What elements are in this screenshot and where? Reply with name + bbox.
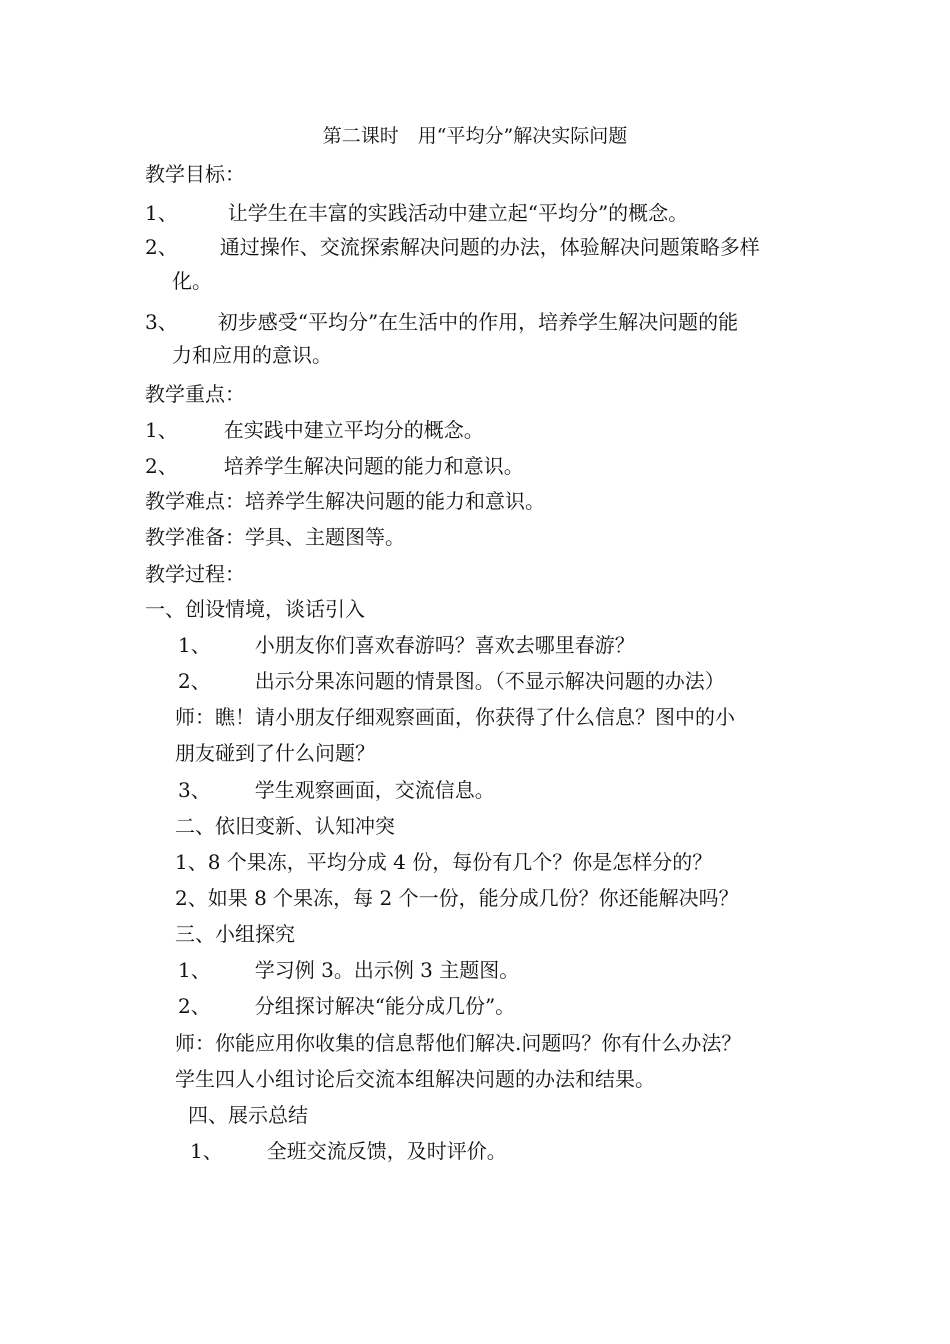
section-1-item-1 [178, 633, 635, 657]
item-text: 分组探讨解决“能分成几份”。 [254, 994, 516, 1018]
item-text: 小朋友你们喜欢春游吗？喜欢去哪里春游？ [254, 633, 635, 657]
objective-item-1 [145, 201, 688, 225]
document-title: 第二课时 用“平均分”解决实际问题 [322, 125, 628, 147]
item-text: 初步感受“平均分”在生活中的作用，培养学生解决问题的能 [217, 310, 739, 334]
section-4-item-1 [190, 1139, 507, 1163]
difficulty-line: 教学难点：培养学生解决问题的能力和意识。 [145, 489, 545, 513]
teacher-line-1: 师：瞧！请小朋友仔细观察画面，你获得了什么信息？图中的小 [175, 705, 735, 729]
section-2-heading: 二、依旧变新、认知冲突 [175, 814, 395, 838]
item-number: 1、 [145, 418, 178, 442]
objective-item-3-continuation: 力和应用的意识。 [172, 343, 332, 367]
item-number: 2、 [145, 235, 178, 259]
process-heading: 教学过程： [145, 562, 245, 586]
objective-item-2-continuation: 化。 [172, 269, 212, 293]
item-number: 3、 [145, 310, 178, 334]
item-text: 学生观察画面，交流信息。 [254, 778, 495, 802]
section-4-heading: 四、展示总结 [188, 1103, 308, 1127]
section-3-teacher-line: 师：你能应用你收集的信息帮他们解决.问题吗？你有什么办法？ [175, 1031, 742, 1055]
item-number: 1、 [145, 201, 178, 225]
section-1-item-3 [178, 778, 495, 802]
section-2-question-2: 2、如果 8 个果冻，每 2 个一份，能分成几份？你还能解决吗？ [175, 886, 739, 910]
teacher-line-2: 朋友碰到了什么问题？ [175, 741, 375, 765]
item-number: 2、 [178, 994, 211, 1018]
objective-item-3 [145, 310, 738, 334]
section-1-item-2 [178, 669, 725, 693]
preparation-line: 教学准备：学具、主题图等。 [145, 525, 405, 549]
section-3-student-line: 学生四人小组讨论后交流本组解决问题的办法和结果。 [175, 1067, 655, 1091]
item-number: 2、 [145, 454, 178, 478]
section-3-heading: 三、小组探究 [175, 922, 295, 946]
section-3-item-2 [178, 994, 515, 1018]
section-3-item-1 [178, 958, 519, 982]
item-number: 2、 [178, 669, 211, 693]
item-text: 在实践中建立平均分的概念。 [223, 418, 484, 442]
key-point-item-1 [145, 418, 484, 442]
item-number: 1、 [178, 958, 211, 982]
item-text: 通过操作、交流探索解决问题的办法，体验解决问题策略多样 [219, 235, 760, 259]
objectives-heading: 教学目标： [145, 162, 245, 186]
item-text: 让学生在丰富的实践活动中建立起“平均分”的概念。 [227, 201, 689, 225]
key-points-heading: 教学重点： [145, 382, 245, 406]
section-1-heading: 一、创设情境，谈话引入 [145, 597, 365, 621]
item-text: 学习例 3。出示例 3 主题图。 [254, 958, 520, 982]
section-2-question-1: 1、8 个果冻，平均分成 4 份，每份有几个？你是怎样分的？ [175, 850, 713, 874]
key-point-item-2 [145, 454, 524, 478]
item-number: 1、 [178, 633, 211, 657]
item-number: 3、 [178, 778, 211, 802]
item-text: 培养学生解决问题的能力和意识。 [223, 454, 524, 478]
item-number: 1、 [190, 1139, 223, 1163]
objective-item-2 [145, 235, 760, 259]
item-text: 全班交流反馈，及时评价。 [266, 1139, 507, 1163]
item-text: 出示分果冻问题的情景图。（不显示解决问题的办法） [254, 669, 725, 693]
